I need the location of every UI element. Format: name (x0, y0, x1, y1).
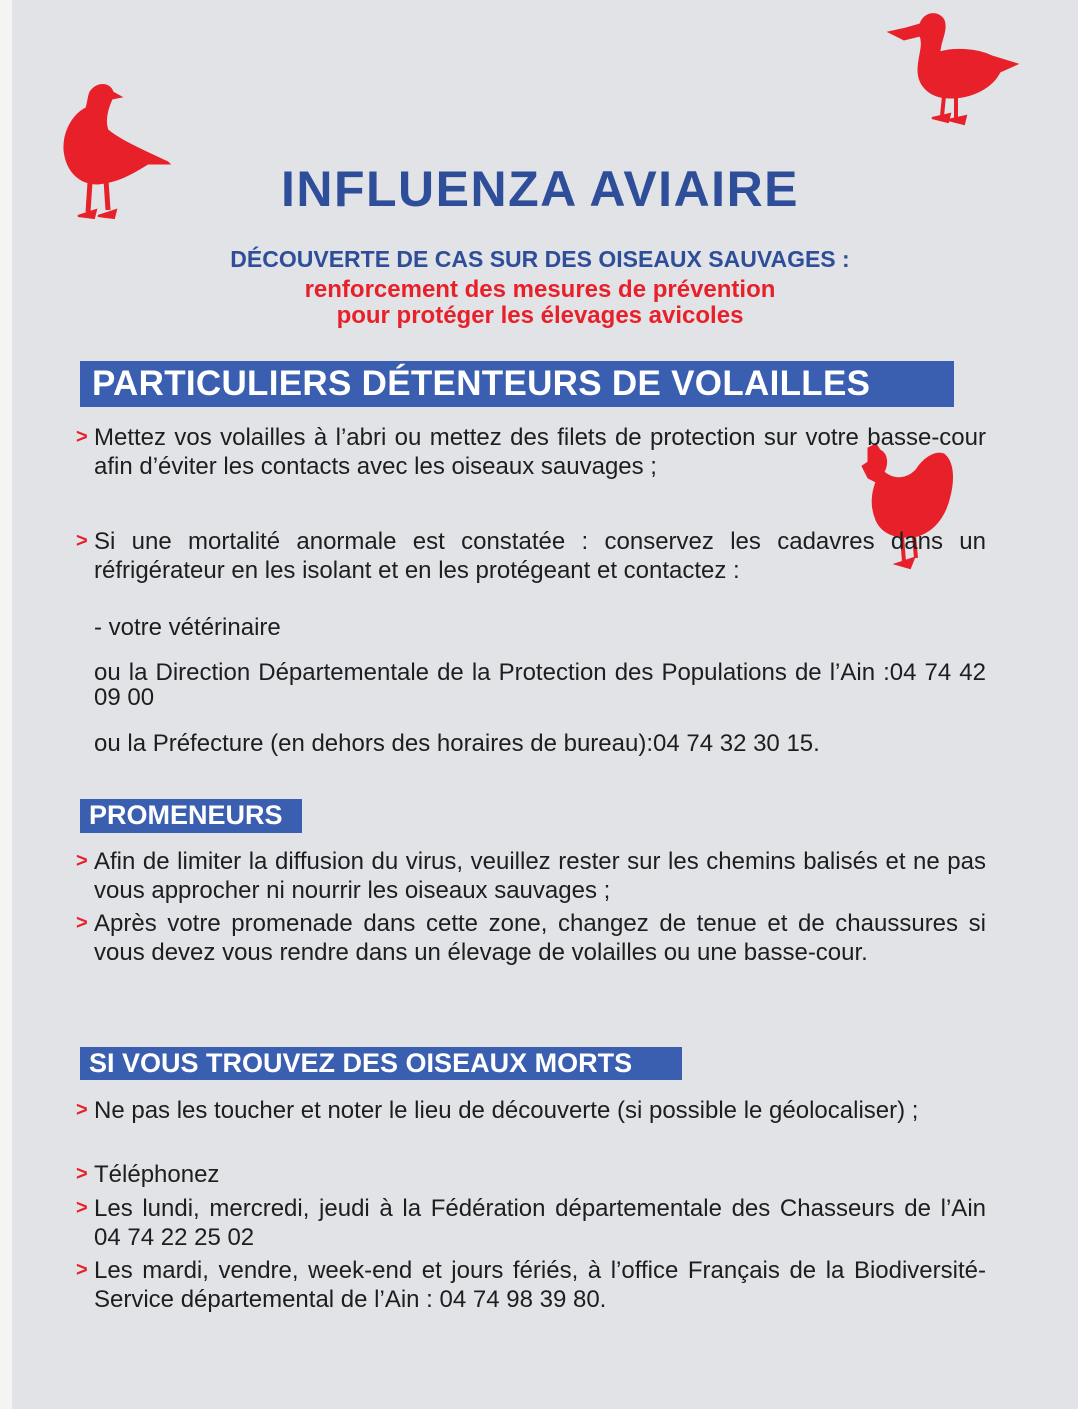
chevron-right-icon: > (76, 1197, 88, 1219)
list-item (76, 1256, 986, 1314)
chevron-right-icon: > (76, 1099, 88, 1121)
subtitle-line-1: DÉCOUVERTE DE CAS SUR DES OISEAUX SAUVAGES : (230, 246, 850, 272)
subtitle-line-2: renforcement des mesures de prévention (304, 276, 776, 303)
chevron-right-icon: > (76, 1259, 88, 1281)
list-item (76, 1160, 986, 1189)
chevron-right-icon: > (76, 1163, 88, 1185)
list-item (76, 909, 986, 967)
list-item-text: Afin de limiter la diffusion du virus, veuillez rester sur les chemins balisés et ne pas vous approcher ni nourrir les oiseaux sauvages ; (94, 848, 986, 904)
section-heading-oiseaux-morts: SI VOUS TROUVEZ DES OISEAUX MORTS (80, 1047, 682, 1080)
contact-veterinaire: - votre vétérinaire (94, 614, 281, 641)
contact-ddpp: ou la Direction Départementale de la Protection des Populations de l’Ain :04 74 42 09 00 (94, 659, 986, 711)
list-item-text: Ne pas les toucher et noter le lieu de découverte (si possible le géolocaliser) ; (94, 1097, 919, 1124)
list-item-text: Les mardi, vendre, week-end et jours fériés, à l’office Français de la Biodiversité-Service départemental de l’Ain : 04 74 98 39 80. (94, 1257, 986, 1313)
chevron-right-icon: > (76, 530, 88, 552)
list-item (76, 1096, 986, 1125)
list-item (76, 1194, 986, 1252)
chevron-right-icon: > (76, 426, 88, 448)
list-item (76, 847, 986, 905)
chevron-right-icon: > (76, 912, 88, 934)
list-item-text: Mettez vos volailles à l’abri ou mettez des filets de protection sur votre basse-cour afin d’éviter les contacts avec les oiseaux sauvages ; (94, 424, 986, 480)
page-title: INFLUENZA AVIAIRE (280, 161, 800, 217)
list-item-text: Si une mortalité anormale est constatée : conservez les cadavres dans un réfrigérateur en les isolant et en les protégeant et contactez : (94, 528, 986, 584)
section-heading-particuliers: PARTICULIERS DÉTENTEURS DE VOLAILLES (80, 361, 954, 407)
list-item-text: Téléphonez (94, 1161, 220, 1188)
list-item-text: Les lundi, mercredi, jeudi à la Fédération départementale des Chasseurs de l’Ain 04 74 22 25 02 (94, 1195, 986, 1251)
list-item (76, 527, 986, 585)
chevron-right-icon: > (76, 850, 88, 872)
section-heading-promeneurs: PROMENEURS (80, 799, 302, 833)
contact-prefecture: ou la Préfecture (en dehors des horaires de bureau):04 74 32 30 15. (94, 730, 820, 757)
duck-icon (886, 6, 1020, 126)
list-item (76, 423, 986, 481)
list-item-text: Après votre promenade dans cette zone, changez de tenue et de chaussures si vous devez vous rendre dans un élevage de volailles ou une basse-cour. (94, 910, 986, 966)
page-edge (0, 0, 12, 1409)
subtitle-line-3: pour protéger les élevages avicoles (336, 302, 744, 329)
poster (12, 0, 1078, 1409)
